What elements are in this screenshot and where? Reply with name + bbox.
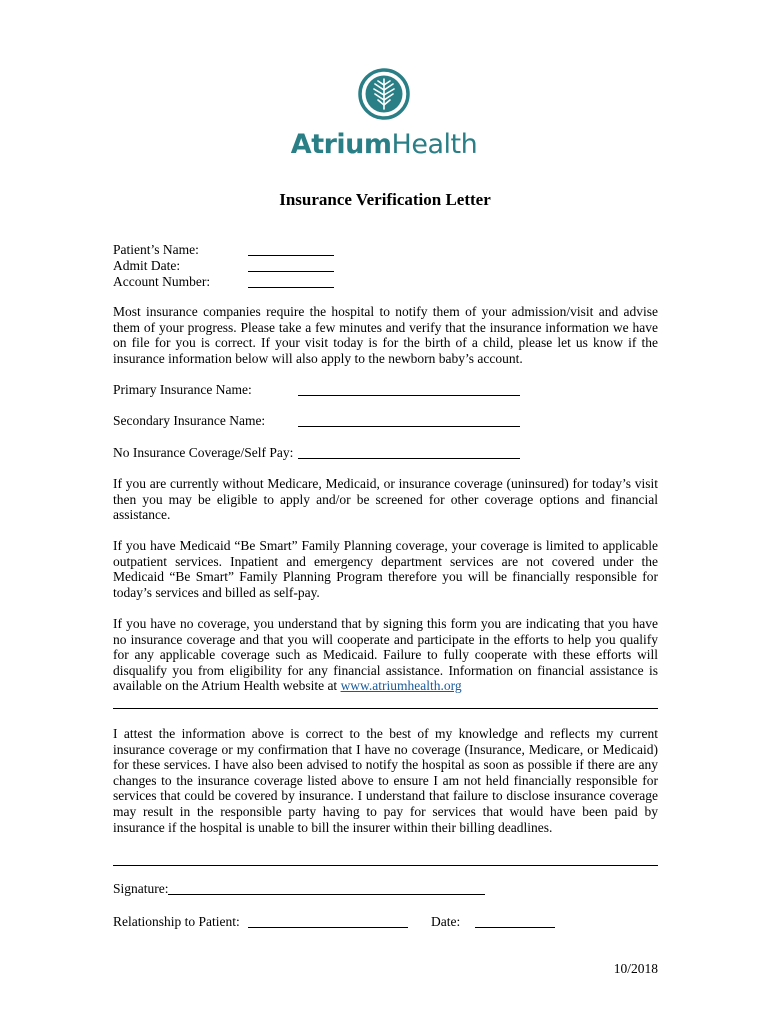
patient-name-label: Patient’s Name: — [113, 242, 199, 257]
relationship-field[interactable] — [248, 927, 408, 928]
account-number-label: Account Number: — [113, 274, 211, 289]
secondary-insurance-field[interactable] — [298, 426, 520, 427]
atrium-leaf-icon — [358, 68, 410, 120]
self-pay-label: No Insurance Coverage/Self Pay: — [113, 445, 294, 460]
secondary-insurance-label: Secondary Insurance Name: — [113, 413, 266, 428]
brand-name — [278, 129, 490, 160]
intro-paragraph: Most insurance companies require the hospital to notify them of your admission/visit and advise them of your progress. Please take a few minutes and verify that the insurance information we have on file for you is correct. If your visit today is for the birth of a child, please let us know if the insurance information below will also apply to the newborn baby’s account. — [113, 304, 658, 366]
relationship-row — [113, 914, 240, 930]
admit-date-label: Admit Date: — [113, 258, 181, 273]
self-pay-field[interactable] — [298, 458, 520, 459]
admit-date-field[interactable] — [248, 271, 334, 272]
form-date: 10/2018 — [613, 961, 658, 976]
secondary-insurance-row — [113, 413, 265, 429]
signature-row — [113, 881, 169, 897]
date-row — [431, 914, 460, 930]
attestation-paragraph: I attest the information above is correct to the best of my knowledge and reflects my current insurance coverage or my confirmation that I have no coverage (Insurance, Medicare, or Medicaid) for these services. I have also been advised to notify the hospital as soon as possible if there are any changes to the insurance coverage listed above to ensure I am not held financially responsible for services that could be covered by insurance. I understand that failure to disclose insurance coverage may result in the responsible party having to pay for services that would have been paid by insurance if the hospital is unable to bill the insurer within their billing deadlines. — [113, 726, 658, 835]
medicaid-paragraph: If you have Medicaid “Be Smart” Family Planning coverage, your coverage is limited to applicable outpatient services. Inpatient and emergency department services are not covered under the Medicaid “Be Smart” Family Planning Program therefore you will be financially responsible for today’s services and billed as self-pay. — [113, 538, 658, 600]
account-number-field[interactable] — [248, 287, 334, 288]
primary-insurance-label: Primary Insurance Name: — [113, 382, 252, 397]
brand-name-bold: Atrium — [290, 129, 392, 160]
signature-field[interactable] — [168, 894, 485, 895]
account-number-row — [113, 274, 210, 290]
page-title: Insurance Verification Letter — [279, 190, 491, 209]
divider-bottom — [113, 865, 658, 866]
no-coverage-paragraph — [113, 616, 658, 694]
website-link[interactable]: www.atriumhealth.org — [340, 678, 462, 694]
date-field[interactable] — [475, 927, 555, 928]
primary-insurance-field[interactable] — [298, 395, 520, 396]
atrium-health-logo — [278, 68, 490, 164]
patient-name-field[interactable] — [248, 255, 334, 256]
relationship-label: Relationship to Patient: — [113, 914, 240, 929]
no-coverage-text: If you have no coverage, you understand that by signing this form you are indicating that you have no insurance coverage and that you will cooperate and participate in the efforts to help you qualify for any applicable coverage such as Medicaid. Failure to fully cooperate with these efforts will disqualify you from eligibility for any financial assistance. Information on financial assistance is available on the Atrium Health website at — [113, 616, 658, 694]
divider-top — [113, 708, 658, 709]
date-label: Date: — [431, 914, 461, 929]
primary-insurance-row — [113, 382, 252, 398]
self-pay-row — [113, 445, 293, 461]
uninsured-paragraph: If you are currently without Medicare, Medicaid, or insurance coverage (uninsured) for today’s visit then you may be eligible to apply and/or be screened for other coverage options and financial assistance. — [113, 476, 658, 523]
signature-label: Signature: — [113, 881, 169, 896]
admit-date-row — [113, 258, 180, 274]
brand-name-regular: Health — [391, 129, 478, 160]
patient-name-row — [113, 242, 199, 258]
